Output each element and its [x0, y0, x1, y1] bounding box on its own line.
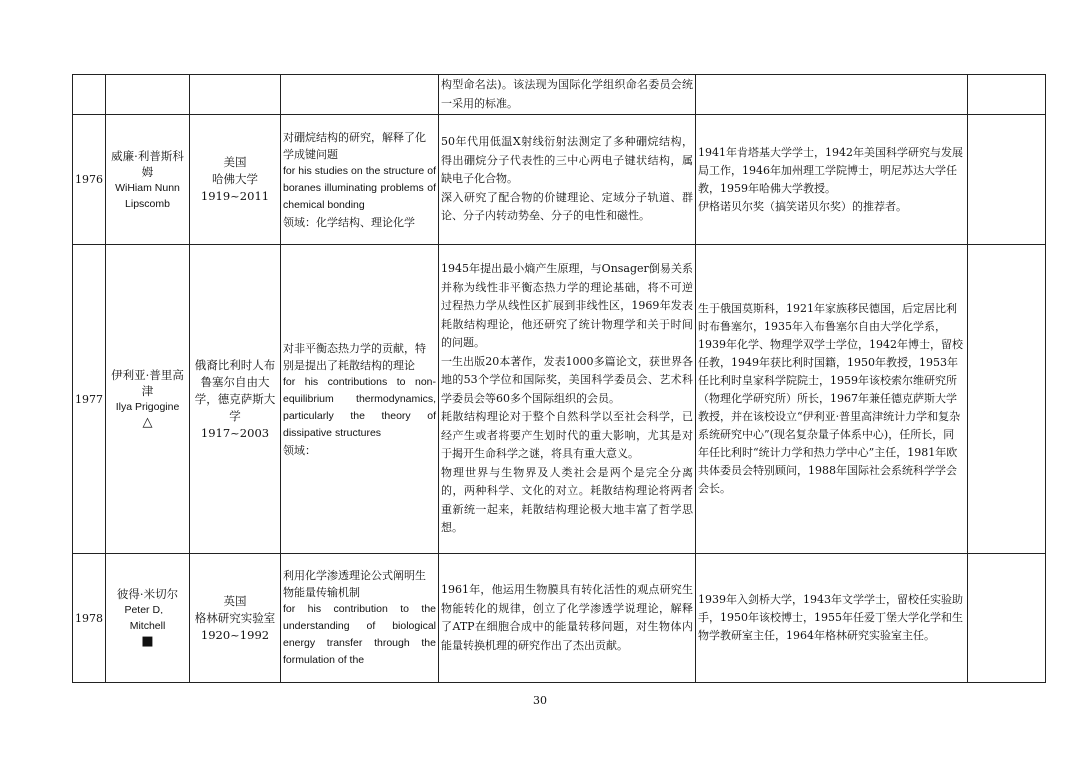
extra-cell: [968, 75, 1046, 115]
triangle-mark-icon: △: [142, 415, 153, 430]
square-mark-icon: ■: [141, 634, 154, 649]
work-paragraph: 物理世界与生物界及人类社会是两个是完全分离的，两种科学、文化的对立。耗散结构理论将两者重新统一起来，耗散结构理论极大地丰富了哲学思想。: [441, 465, 693, 535]
contribution-cn: 对非平衡态热力学的贡献，特别是提出了耗散结构的理论: [283, 341, 426, 372]
name-cell: [106, 75, 190, 115]
name-en: WiHiam Nunn Lipscomb: [115, 181, 180, 210]
contribution-en: for his contributions to non-equilibrium thermodynamics, particularly the theory of dissipative structures: [283, 375, 436, 439]
work-paragraph: 一生出版20本著作，发表1000多篇论文，获世界各地的53个学位和国际奖，美国科学委员会、艺术科学委员会等60多个国际组织的会员。: [441, 354, 693, 405]
field: 领域：: [283, 443, 316, 457]
lifespan: 1919~2011: [200, 189, 270, 203]
contribution-cell: [281, 75, 439, 115]
work-cell: [439, 554, 696, 683]
institution-cell: [190, 554, 281, 683]
extra-cell: [968, 245, 1046, 554]
year-cell: 1977: [73, 245, 106, 554]
field: 领域：化学结构、理论化学: [283, 215, 415, 229]
work-text: 构型命名法)。该法现为国际化学组织命名委员会统一采用的标准。: [441, 78, 693, 110]
year-cell: 1976: [73, 115, 106, 245]
name-en: Peter D．Mitchell: [124, 604, 171, 632]
lifespan: 1917~2003: [200, 425, 270, 440]
institution-cell: [190, 115, 281, 245]
work-cell: [439, 75, 696, 115]
name-cn: 威廉·利普斯科姆: [111, 148, 184, 179]
table-row: [73, 554, 1046, 683]
institution: 格林研究实验室: [194, 610, 276, 625]
country: 美国: [223, 155, 247, 169]
institution-cell: [190, 75, 281, 115]
institution-cell: [190, 245, 281, 554]
institution: 哈佛大学: [212, 172, 258, 186]
work-paragraph: 1961年，他运用生物膜具有转化活性的观点研究生物能转化的规律，创立了化学渗透学说理论，解释了ATP在细胞合成中的能量转移问题，对生物体内能量转换机理的研究作出了杰出贡献。: [441, 583, 693, 652]
bio-cell: [696, 115, 968, 245]
bio-cell: [696, 245, 968, 554]
name-cell: [106, 554, 190, 683]
laureates-table: [72, 74, 1046, 683]
contribution-cell: [281, 554, 439, 683]
work-cell: [439, 245, 696, 554]
bio-paragraph: 伊格诺贝尔奖（搞笑诺贝尔奖）的推荐者。: [698, 199, 907, 213]
contribution-cell: [281, 115, 439, 245]
lifespan: 1920~1992: [200, 627, 270, 642]
institution: 俄裔比利时人布鲁塞尔自由大学，德克萨斯大学: [194, 357, 276, 423]
bio-cell: [696, 75, 968, 115]
bio-paragraph: 1939年入剑桥大学，1943年文学学士，留校任实验助手，1950年该校博士，1955年任爱丁堡大学化学和生物学教研室主任，1964年格林研究实验室主任。: [698, 593, 963, 642]
year-cell: [73, 75, 106, 115]
extra-cell: [968, 115, 1046, 245]
page-number: 30: [533, 694, 547, 707]
table-row: [73, 115, 1046, 245]
year-cell: 1978: [73, 554, 106, 683]
table-row: [73, 245, 1046, 554]
work-paragraph: 深入研究了配合物的价键理论、定域分子轨道、群论、分子内转动势垒、分子的电性和磁性。: [441, 190, 693, 223]
name-cn: 彼得·米切尔: [116, 587, 179, 601]
contribution-cn: 利用化学渗透理论公式阐明生物能量传输机制: [283, 569, 426, 599]
work-paragraph: 1945年提出最小熵产生原理，与Onsager倒易关系并称为线性非平衡态热力学的理论基础，将不可逆过程热力学从线性区扩展到非线性区，1969年发表耗散结构理论，他还研究了统计物理学和关于时间的问题。: [441, 262, 693, 350]
name-cell: [106, 115, 190, 245]
continuation-row: [73, 75, 1046, 115]
contribution-en: for his studies on the structure of boranes illuminating problems of chemical bonding: [283, 164, 436, 211]
work-paragraph: 50年代用低温X射线衍射法测定了多种硼烷结构，得出硼烷分子代表性的三中心两电子键状结构，属缺电子化合物。: [441, 135, 693, 186]
extra-cell: [968, 554, 1046, 683]
bio-paragraph: 生于俄国莫斯科，1921年家族移民德国，后定居比利时布鲁塞尔，1935年入布鲁塞尔自由大学化学系，1939年化学、物理学双学士学位，1942年博士，留校任教，1949年获比利时国籍，1950年教授，1953年任比利时皇家科学院院士，1959年该校索尔维研究所（物理化学研究所）所长，1967年兼任德克萨斯大学教授，并在该校设立“伊利亚·普里高津统计力学和复杂系统研究中心”(现名复杂量子体系中心)，任所长，同年任比利时“统计力学和热力学中心”主任，1981年欧共体委员会特别顾问，1988年国际社会系统科学学会会长。: [698, 302, 963, 495]
name-cell: [106, 245, 190, 554]
bio-cell: [696, 554, 968, 683]
contribution-en: for his contribution to the understanding of biological energy transfer through the formulation of the: [283, 603, 436, 666]
name-en: Ilya Prigogine: [115, 401, 180, 413]
contribution-cn: 对硼烷结构的研究，解释了化学成键问题: [283, 130, 426, 161]
bio-paragraph: 1941年肯塔基大学学士，1942年美国科学研究与发展局工作，1946年加州理工学院博士，明尼苏达大学任教，1959年哈佛大学教授。: [698, 145, 963, 195]
work-paragraph: 耗散结构理论对于整个自然科学以至社会科学，已经产生或者将要产生划时代的重大影响，尤其是对于揭开生命科学之谜，将具有重大意义。: [441, 410, 693, 461]
country: 英国: [223, 593, 247, 608]
work-cell: [439, 115, 696, 245]
contribution-cell: [281, 245, 439, 554]
name-cn: 伊利亚·普里高津: [111, 368, 184, 398]
